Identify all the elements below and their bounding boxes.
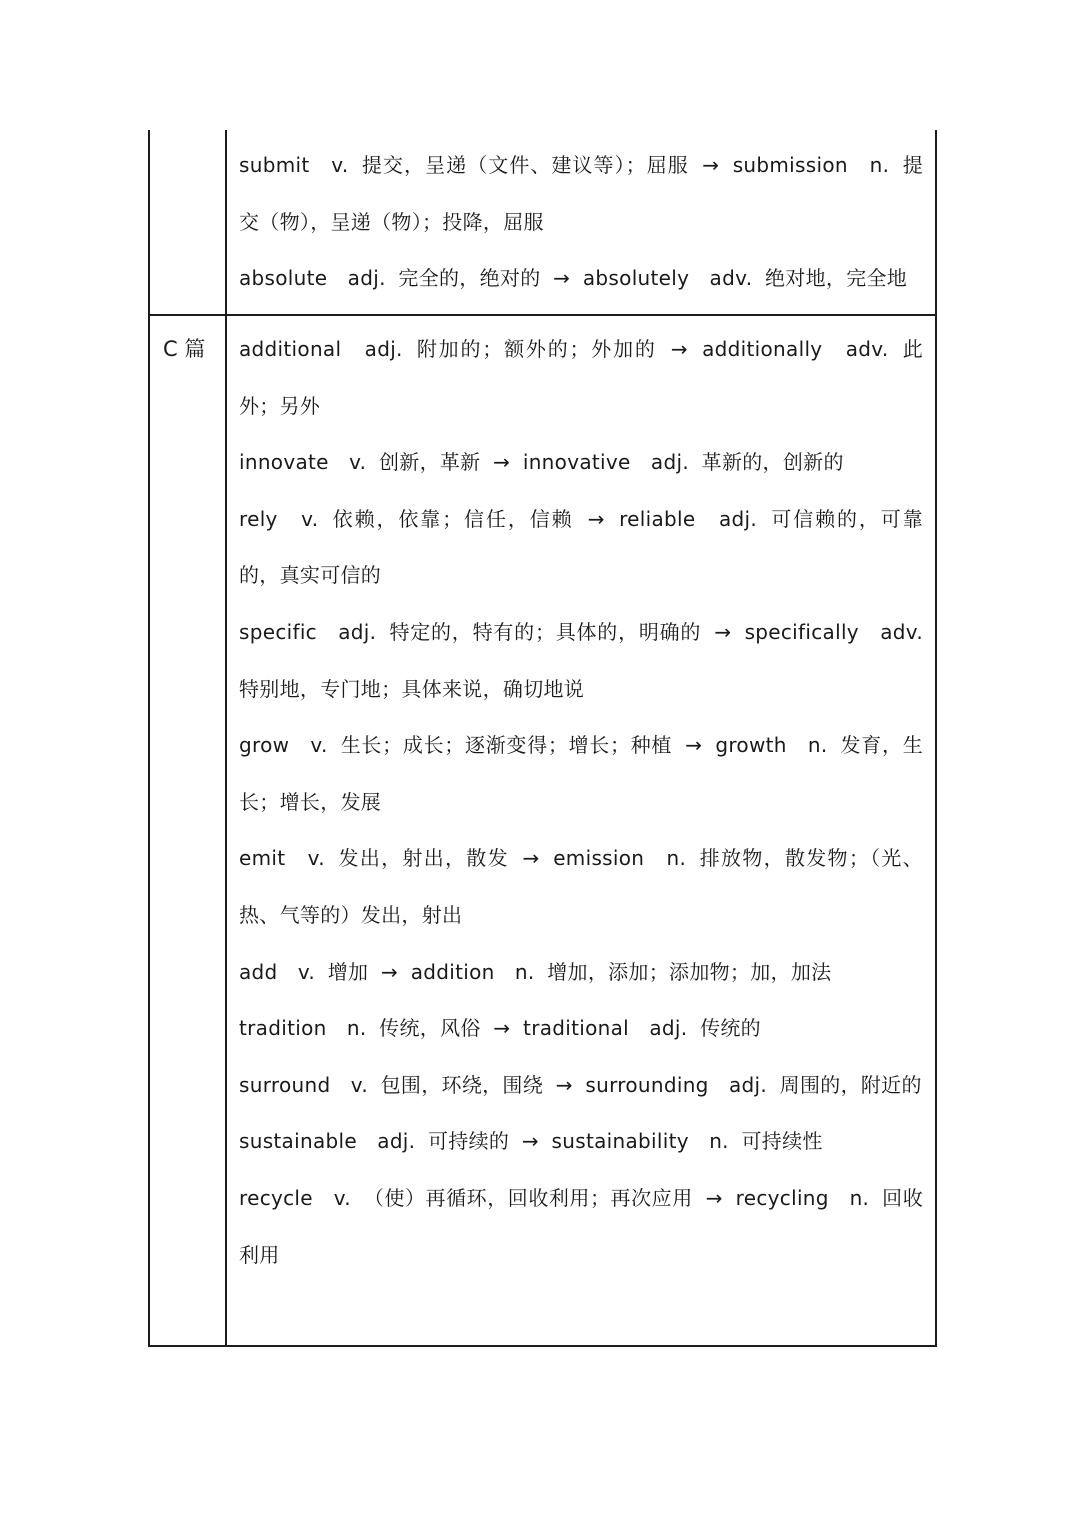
section-c-vocabulary-list (239, 321, 923, 1283)
vocab-entry-rely: rely v. 依赖，依靠；信任，信赖 → reliable adj. 可信赖的，可靠的，真实可信的 (239, 506, 923, 588)
vocab-entry-submit: submit v. 提交，呈递（文件、建议等）；屈服 → submission n. 提交（物），呈递（物）；投降，屈服 (239, 153, 923, 234)
vocab-entry-emit: emit v. 发出，射出，散发 → emission n. 排放物，散发物；（光、热、气等的）发出，射出 (239, 846, 923, 927)
vocab-entry-tradition: tradition n. 传统，风俗 → traditional adj. 传统的 (239, 1016, 761, 1041)
vocab-entry-recycle: recycle v. （使）再循环，回收利用；再次应用 → recycling n. 回收利用 (239, 1185, 923, 1267)
table-column-divider (225, 130, 227, 1347)
vocab-entry-grow: grow v. 生长；成长；逐渐变得；增长；种植 → growth n. 发育，生长；增长，发展 (239, 733, 923, 814)
vocab-entry-specific: specific adj. 特定的，特有的；具体的，明确的 → specifically adv. 特别地，专门地；具体来说，确切地说 (239, 619, 923, 701)
previous-section-vocabulary-list (239, 137, 923, 307)
vocab-entry-surround: surround v. 包围，环绕，围绕 → surrounding adj. 周围的，附近的 (239, 1072, 922, 1097)
table-row-divider (148, 314, 937, 316)
vocab-entry-sustainable: sustainable adj. 可持续的 → sustainability n. 可持续性 (239, 1129, 823, 1154)
section-label-c: C 篇 (163, 337, 206, 361)
table-right-border (935, 130, 937, 1347)
table-bottom-border (148, 1345, 937, 1347)
vocab-entry-add: add v. 增加 → addition n. 增加，添加；添加物；加，加法 (239, 959, 832, 984)
table-left-border (148, 130, 150, 1347)
vocab-entry-additional: additional adj. 附加的；额外的；外加的 → additionally adv. 此外；另外 (239, 337, 923, 418)
vocab-entry-innovate: innovate v. 创新，革新 → innovative adj. 革新的，创新的 (239, 450, 844, 475)
vocab-entry-absolute: absolute adj. 完全的，绝对的 → absolutely adv. 绝对地，完全地 (239, 266, 908, 291)
